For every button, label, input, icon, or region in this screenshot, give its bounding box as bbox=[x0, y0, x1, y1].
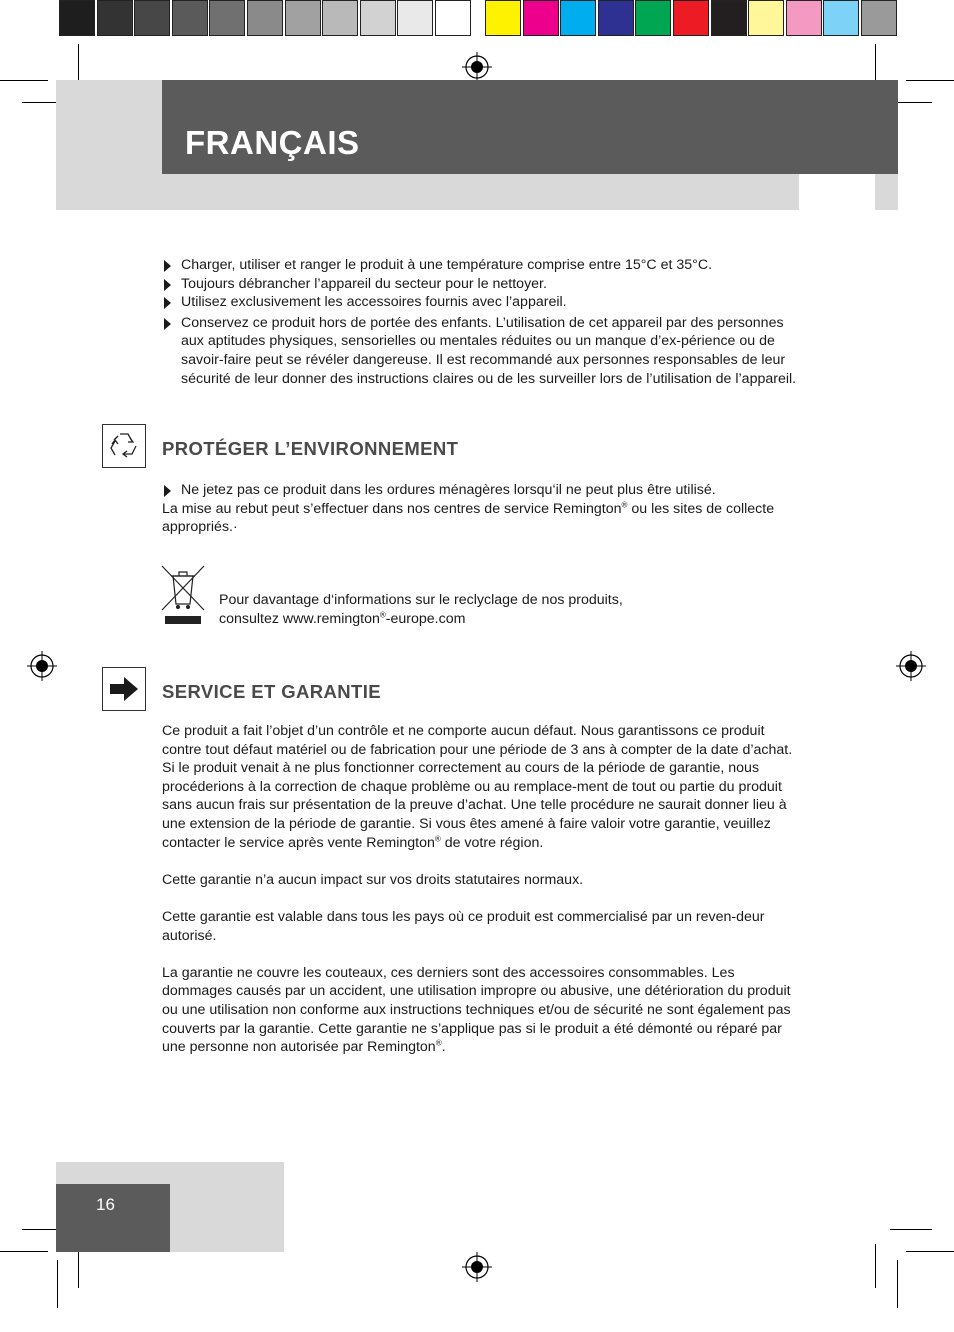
crop-mark bbox=[0, 1251, 48, 1252]
color-swatch bbox=[285, 0, 321, 36]
color-swatch bbox=[59, 0, 95, 36]
color-swatch bbox=[635, 0, 671, 36]
page-title: FRANÇAIS bbox=[185, 124, 360, 161]
list-item: Ne jetez pas ce produit dans les ordures ménagères lorsqu‘il ne peut plus être utilisé. bbox=[162, 481, 802, 500]
color-swatch bbox=[397, 0, 433, 36]
color-swatch bbox=[711, 0, 747, 36]
recycle-icon bbox=[102, 424, 146, 468]
color-swatch bbox=[134, 0, 170, 36]
list-item: Conservez ce produit hors de portée des enfants. L’utilisation de cet appareil par des personnes aux aptitudes physiques, sensorielles ou mentales réduites ou un manque d’ex-périence ou de savoir-faire peut se révéler dangereuse. Il est recommandé aux personnes responsables de leur sécurité de leur donner des instructions claires ou de les surveiller lors de l’utilisation de l’appareil. bbox=[162, 314, 802, 388]
crop-mark bbox=[897, 1260, 898, 1308]
color-swatch bbox=[247, 0, 283, 36]
crop-mark bbox=[875, 1244, 876, 1288]
color-swatch bbox=[560, 0, 596, 36]
list-item: Charger, utiliser et ranger le produit à une température comprise entre 15°C et 35°C. bbox=[162, 256, 802, 275]
color-swatch bbox=[172, 0, 208, 36]
registration-mark-icon bbox=[462, 52, 492, 82]
crop-mark bbox=[57, 1260, 58, 1308]
list-item: Utilisez exclusivement les accessoires fournis avec l’appareil. bbox=[162, 293, 802, 312]
color-swatch bbox=[598, 0, 634, 36]
registration-mark-icon bbox=[462, 1252, 492, 1282]
color-swatch bbox=[360, 0, 396, 36]
environment-text bbox=[162, 481, 802, 537]
color-swatch bbox=[322, 0, 358, 36]
crop-mark bbox=[0, 80, 48, 81]
color-calibration-bar bbox=[485, 0, 899, 38]
color-swatch bbox=[823, 0, 859, 36]
paragraph: Ce produit a fait l’objet d’un contrôle et ne comporte aucun défaut. Nous garantissons ce produit contre tout défaut matériel ou de fabrication pour une période de 3 ans à compter de la date d’achat. Si le produit venait à ne plus fonctionner correctement au cours de la période de garantie, nous procéderions à la correction de chaque problème ou au remplace-ment de tout ou partie du produit sans aucun frais sur présentation de la preuve d’achat. Une telle procédure ne saurait donner lieu à une extension de la période de garantie. Si vous êtes amené à faire valoir votre garantie, veuillez contacter le service après vente Remington® de votre région. bbox=[162, 723, 793, 851]
color-swatch bbox=[673, 0, 709, 36]
paragraph: La mise au rebut peut s’effectuer dans nos centres de service Remington® ou les sites de collecte appropriés.· bbox=[162, 499, 775, 536]
paragraph: Cette garantie est valable dans tous les pays où ce produit est commercialisé par un reven-deur autorisé. bbox=[162, 908, 765, 944]
safety-list bbox=[162, 256, 802, 388]
crop-mark bbox=[890, 1229, 932, 1230]
gray-calibration-bar bbox=[59, 0, 473, 38]
color-swatch bbox=[523, 0, 559, 36]
registration-mark-icon bbox=[896, 651, 926, 681]
color-swatch bbox=[786, 0, 822, 36]
service-text bbox=[162, 722, 802, 1057]
recycling-info: Pour davantage d‘informations sur le reclyclage de nos produits, consultez www.remington®-europe.com bbox=[219, 592, 623, 627]
color-swatch bbox=[748, 0, 784, 36]
paragraph: Cette garantie n’a aucun impact sur vos droits statutaires normaux. bbox=[162, 871, 584, 888]
section-heading-environment: PROTÉGER L’ENVIRONNEMENT bbox=[162, 438, 459, 459]
color-swatch bbox=[97, 0, 133, 36]
list-item: Toujours débrancher l’appareil du secteur pour le nettoyer. bbox=[162, 275, 802, 294]
color-swatch bbox=[485, 0, 521, 36]
color-swatch bbox=[861, 0, 897, 36]
crop-mark bbox=[906, 1251, 954, 1252]
color-swatch bbox=[435, 0, 471, 36]
paragraph: La garantie ne couvre les couteaux, ces derniers sont des accessoires consommables. Les dommages causés par un accident, une utilisation impropre ou abusive, une détérioration du produit ou une utilisation non conforme aux instructions techniques et/ou de sécurité ne sont également pas couverts par la garantie. Cette garantie ne s’applique pas si le produit a été démonté ou réparé par une personne non autorisée par Remington®. bbox=[162, 964, 791, 1056]
weee-crossed-bin-icon bbox=[160, 564, 206, 626]
page-number: 16 bbox=[96, 1195, 115, 1214]
registration-mark-icon bbox=[27, 651, 57, 681]
arrow-right-icon bbox=[102, 667, 146, 711]
color-swatch bbox=[209, 0, 245, 36]
crop-mark bbox=[906, 80, 954, 81]
section-heading-service: SERVICE ET GARANTIE bbox=[162, 681, 382, 702]
